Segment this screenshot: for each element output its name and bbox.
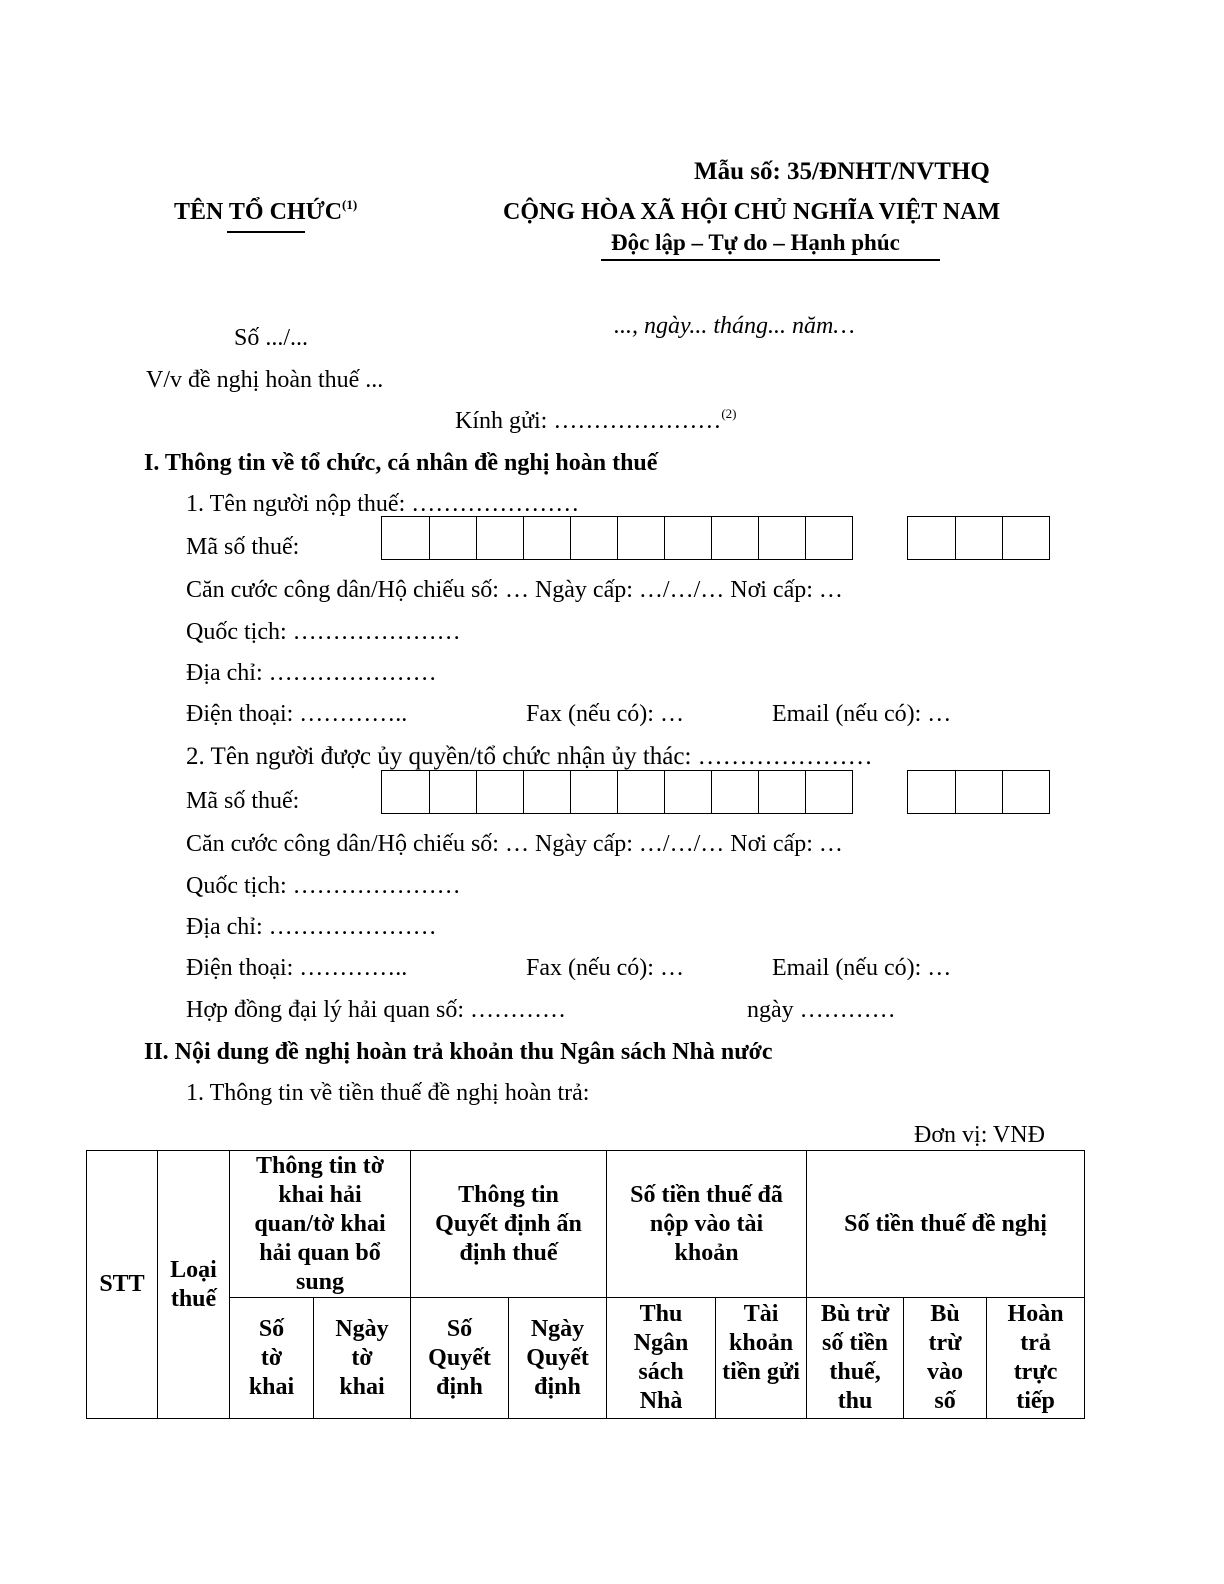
tax-code-suffix-box[interactable] bbox=[955, 771, 1002, 813]
agent-name: 2. Tên người được ủy quyền/tổ chức nhận ủy thác: ………………… bbox=[186, 743, 873, 770]
agent-contract: Hợp đồng đại lý hải quan số: ………… bbox=[186, 997, 566, 1023]
tax-code-digit-box[interactable] bbox=[711, 517, 758, 559]
header-requested-amount: Số tiền thuế đề nghị bbox=[807, 1151, 1085, 1298]
taxpayer-tax-code-suffix-boxes[interactable] bbox=[907, 516, 1050, 560]
agent-contract-date: ngày ………… bbox=[747, 997, 896, 1023]
tax-code-digit-box[interactable] bbox=[382, 517, 429, 559]
section-2-item-1: 1. Thông tin về tiền thuế đề nghị hoàn trả: bbox=[186, 1080, 590, 1106]
header-offset-into-text: Bù trừ vào số bbox=[927, 1301, 964, 1414]
document-date: ..., ngày... tháng... năm… bbox=[614, 313, 855, 339]
taxpayer-fax: Fax (nếu có): … bbox=[526, 701, 684, 727]
tax-code-digit-box[interactable] bbox=[523, 517, 570, 559]
taxpayer-id: Căn cước công dân/Hộ chiếu số: … Ngày cấp: …/…/… Nơi cấp: … bbox=[186, 577, 843, 603]
agent-fax: Fax (nếu có): … bbox=[526, 955, 684, 981]
agent-nationality: Quốc tịch: ………………… bbox=[186, 873, 461, 899]
header-declaration-date: Ngày tờ khai bbox=[314, 1298, 411, 1419]
agent-email: Email (nếu có): … bbox=[772, 955, 952, 981]
header-declaration-info: Thông tin tờ khai hải quan/tờ khai hải quan bổ sung bbox=[230, 1151, 411, 1298]
tax-code-digit-box[interactable] bbox=[570, 517, 617, 559]
document-subject: V/v đề nghị hoàn thuế ... bbox=[146, 367, 384, 393]
header-direct-refund-text: Hoàn trả trực tiếp bbox=[1007, 1301, 1064, 1414]
taxpayer-name: 1. Tên người nộp thuế: ………………… bbox=[186, 491, 580, 517]
taxpayer-tax-code-label: Mã số thuế: bbox=[186, 534, 300, 560]
agent-id: Căn cước công dân/Hộ chiếu số: … Ngày cấp: …/…/… Nơi cấp: … bbox=[186, 831, 843, 857]
agent-phone: Điện thoại: ………….. bbox=[186, 955, 408, 981]
recipient-text: Kính gửi: ………………… bbox=[455, 408, 722, 434]
tax-code-suffix-box[interactable] bbox=[1002, 517, 1049, 559]
tax-code-digit-box[interactable] bbox=[617, 771, 664, 813]
taxpayer-address: Địa chỉ: ………………… bbox=[186, 660, 437, 686]
tax-code-digit-box[interactable] bbox=[382, 771, 429, 813]
tax-code-digit-box[interactable] bbox=[711, 771, 758, 813]
taxpayer-tax-code-boxes[interactable] bbox=[381, 516, 853, 560]
taxpayer-phone: Điện thoại: ………….. bbox=[186, 701, 408, 727]
tax-code-suffix-box[interactable] bbox=[908, 771, 955, 813]
tax-code-digit-box[interactable] bbox=[429, 517, 476, 559]
tax-code-digit-box[interactable] bbox=[617, 517, 664, 559]
header-paid-amount: Số tiền thuế đã nộp vào tài khoản bbox=[607, 1151, 807, 1298]
taxpayer-nationality: Quốc tịch: ………………… bbox=[186, 619, 461, 645]
org-name bbox=[174, 197, 358, 225]
motto-underline bbox=[601, 259, 940, 261]
tax-code-digit-box[interactable] bbox=[664, 517, 711, 559]
tax-code-digit-box[interactable] bbox=[570, 771, 617, 813]
form-number: Mẫu số: 35/ĐNHT/NVTHQ bbox=[694, 158, 990, 185]
recipient bbox=[455, 406, 737, 434]
country-name: CỘNG HÒA XÃ HỘI CHỦ NGHĨA VIỆT NAM bbox=[503, 199, 1001, 225]
header-paid-budget-text: Thu Ngân sách Nhà bbox=[633, 1301, 689, 1414]
agent-tax-code-label: Mã số thuế: bbox=[186, 788, 300, 814]
recipient-footnote: (2) bbox=[721, 406, 737, 421]
tax-code-digit-box[interactable] bbox=[523, 771, 570, 813]
header-offset-tax bbox=[807, 1298, 904, 1419]
tax-code-digit-box[interactable] bbox=[664, 771, 711, 813]
header-decision-info: Thông tin Quyết định ấn định thuế bbox=[411, 1151, 607, 1298]
header-paid-deposit bbox=[716, 1298, 807, 1419]
header-paid-budget bbox=[607, 1298, 716, 1419]
tax-code-digit-box[interactable] bbox=[476, 517, 523, 559]
agent-tax-code-boxes[interactable] bbox=[381, 770, 853, 814]
currency-unit: Đơn vị: VNĐ bbox=[914, 1122, 1045, 1148]
agent-tax-code-suffix-boxes[interactable] bbox=[907, 770, 1050, 814]
header-offset-into bbox=[904, 1298, 987, 1419]
national-motto: Độc lập – Tự do – Hạnh phúc bbox=[611, 230, 900, 255]
section-2-title: II. Nội dung đề nghị hoàn trả khoản thu Ngân sách Nhà nước bbox=[144, 1039, 773, 1065]
header-decision-number: Số Quyết định bbox=[411, 1298, 509, 1419]
header-declaration-number: Số tờ khai bbox=[230, 1298, 314, 1419]
tax-code-digit-box[interactable] bbox=[805, 517, 852, 559]
tax-code-digit-box[interactable] bbox=[429, 771, 476, 813]
tax-code-digit-box[interactable] bbox=[758, 517, 805, 559]
header-tax-type: Loại thuế bbox=[158, 1151, 230, 1419]
tax-code-suffix-box[interactable] bbox=[1002, 771, 1049, 813]
header-direct-refund bbox=[987, 1298, 1085, 1419]
tax-code-suffix-box[interactable] bbox=[908, 517, 955, 559]
section-1-title: I. Thông tin về tổ chức, cá nhân đề nghị hoàn thuế bbox=[144, 450, 658, 476]
org-name-footnote: (1) bbox=[342, 197, 358, 212]
header-paid-deposit-text: Tài khoản tiền gửi bbox=[722, 1301, 800, 1385]
tax-code-digit-box[interactable] bbox=[758, 771, 805, 813]
org-underline bbox=[227, 231, 305, 233]
header-stt: STT bbox=[87, 1151, 158, 1419]
tax-code-suffix-box[interactable] bbox=[955, 517, 1002, 559]
agent-address: Địa chỉ: ………………… bbox=[186, 914, 437, 940]
tax-code-digit-box[interactable] bbox=[805, 771, 852, 813]
refund-table bbox=[86, 1150, 1085, 1419]
taxpayer-email: Email (nếu có): … bbox=[772, 701, 952, 727]
tax-code-digit-box[interactable] bbox=[476, 771, 523, 813]
org-name-text: TÊN TỔ CHỨC bbox=[174, 199, 343, 225]
header-offset-tax-text: Bù trừ số tiền thuế, thu bbox=[820, 1301, 890, 1414]
document-number: Số .../... bbox=[234, 325, 309, 351]
header-decision-date: Ngày Quyết định bbox=[509, 1298, 607, 1419]
